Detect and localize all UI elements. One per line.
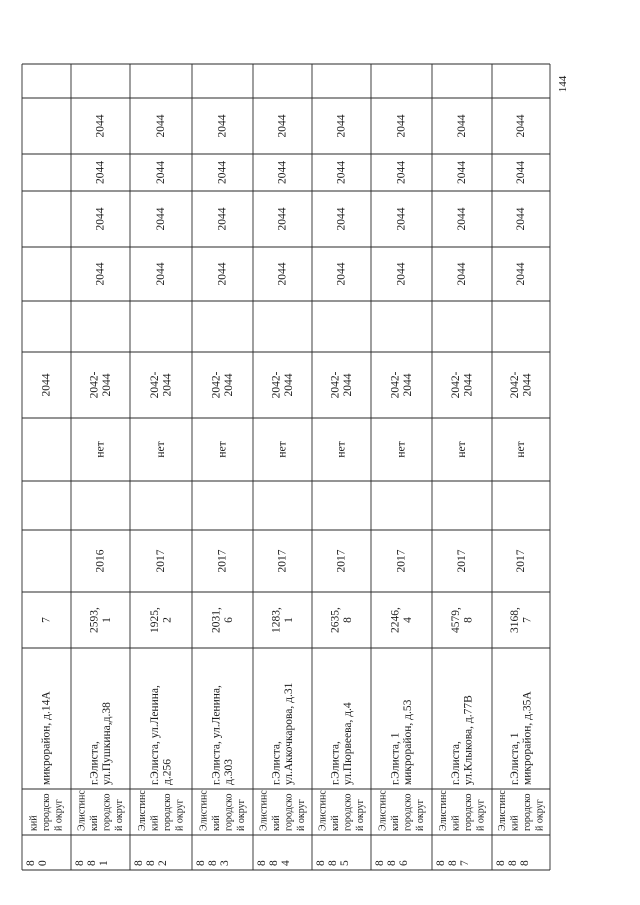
table-cell-address: микрорайон, д.35А [521,691,534,785]
table-cell-num: 6 [398,860,410,866]
table-cell-district: Элистинс [136,790,148,831]
table-cell-num: 7 [459,860,471,866]
table-cell-num: 8 [145,860,157,866]
table-cell-area: 2593, [88,607,101,633]
table-cell-num: 8 [315,860,327,866]
table-cell-district: й округ [354,799,366,831]
table-cell-c12: 2044 [94,114,107,138]
table-cell-district: кий [88,815,100,831]
table-cell-year: 2016 [94,549,107,573]
table-cell-c10: 2044 [456,207,468,231]
table-cell-year: 2017 [276,549,289,573]
table-cell-address: микрорайон, д.14А [40,691,53,785]
table-cell-c7: 2044 [161,373,174,397]
table-cell-num: 8 [435,860,447,866]
table-cell-c7: 2042- [88,371,101,399]
table-cell-district: Элистинс [496,790,508,831]
table-cell-address: д.256 [161,759,174,785]
table-cell-c6: нет [335,441,348,458]
table-cell-district: городско [161,793,173,831]
table-cell-num: 8 [447,860,459,866]
table-cell-address: г.Элиста, 1 [389,732,402,785]
table-cell-c7: 2044 [40,373,53,397]
table-cell-num: 8 [133,860,145,866]
table-cell-district: городско [521,793,533,831]
table-cell-district: Элистинс [377,790,389,831]
table-cell-num: 8 [374,860,386,866]
table-cell-address: г.Элиста, 1 [508,732,521,785]
table-cell-district: городско [342,793,354,831]
table-cell-c10: 2044 [515,207,527,231]
table-cell-c6: нет [155,441,167,458]
table-cell-num: 8 [25,860,37,866]
table-cell-c7: 2042- [329,371,342,399]
table-cell-c6: нет [94,441,107,458]
table-cell-c12: 2044 [515,114,527,138]
table-cell-num: 8 [195,860,207,866]
table-cell-c12: 2044 [456,114,468,138]
table-cell-num: 8 [386,860,398,866]
table-cell-address: ул.Пюрвеева, д.4 [341,702,354,785]
table-cell-num: 8 [207,860,219,866]
table-cell-district: городско [402,793,414,831]
table-cell-c12: 2044 [276,114,289,138]
table-cell-year: 2017 [216,549,229,573]
table-cell-area: 7 [521,617,534,623]
table-cell-area: 2635, [329,607,342,633]
table-cell-c11: 2044 [395,161,408,184]
table-cell-c6: нет [216,441,229,458]
table-cell-c10: 2044 [335,207,348,231]
table-cell-district: й округ [534,799,546,831]
table-cell-c11: 2044 [216,161,229,184]
table-cell-district: Элистинс [317,790,329,831]
table-cell-c7: 2042- [389,371,402,399]
table-cell-area: 2031, [210,607,223,633]
table-cell-district: городско [283,793,295,831]
table-cell-district: й округ [174,799,186,831]
table-cell-num: 8 [268,860,280,866]
table-cell-c11: 2044 [515,161,527,184]
table-cell-c7: 2044 [282,373,295,397]
table-cell-area: 2 [161,617,174,623]
table-cell-address: г.Элиста, [449,741,462,785]
table-cell-num: 8 [495,860,507,866]
table-cell-c9: 2044 [395,262,408,286]
table-cell-num: 3 [219,860,231,866]
table-cell-year: 2017 [155,549,167,573]
table-cell-num: 8 [256,860,268,866]
table-cell-c10: 2044 [276,207,289,231]
table-cell-c12: 2044 [395,114,408,138]
table-cell-c10: 2044 [216,207,229,231]
table-cell-c6: нет [395,441,408,458]
table-cell-address: ул.Пушкина,д.38 [100,702,113,785]
table-cell-district: й округ [475,799,487,831]
table-cell-c11: 2044 [456,161,468,184]
table-cell-c9: 2044 [94,262,107,286]
table-cell-district: городско [41,793,52,831]
table-cell-area: 4 [401,617,414,623]
table-cell-c11: 2044 [335,161,348,184]
table-cell-district: кий [149,815,161,831]
table-cell-c7: 2044 [341,373,354,397]
table-cell-district: Элистинс [258,790,270,831]
table-cell-num: 8 [86,860,98,866]
table-cell-address: д.303 [222,759,235,785]
table-cell-c12: 2044 [335,114,348,138]
table-cell-district: Элистинс [198,790,210,831]
table-cell-num: 8 [327,860,339,866]
table-cell-district: городско [462,793,474,831]
table-cell-c10: 2044 [94,207,107,231]
table-cell-district: кий [389,815,401,831]
table-cell-c7: 2042- [449,371,462,399]
table-cell-address: г.Элиста, ул.Ленина, [148,685,161,785]
table-cell-area: 7 [40,617,53,623]
table-cell-c7: 2044 [401,373,414,397]
table-cell-c10: 2044 [155,207,167,231]
table-cell-district: Элистинс [76,790,88,831]
table-cell-address: микрорайон, д.53 [401,699,414,785]
table-cell-address: ул.Аккочкарова, д.31 [282,682,295,785]
table-cell-c12: 2044 [155,114,167,138]
table-cell-address: г.Элиста, [270,741,283,785]
table-cell-area: 1925, [148,607,161,633]
table-cell-num: 5 [339,860,351,866]
table-cell-district: кий [329,815,341,831]
table-cell-c9: 2044 [335,262,348,286]
table-cell-c7: 2044 [222,373,235,397]
table-cell-num: 1 [98,860,110,866]
table-cell-area: 2246, [389,607,402,633]
table-cell-c9: 2044 [216,262,229,286]
table-cell-c7: 2042- [508,371,521,399]
table-cell-c9: 2044 [456,262,468,286]
table-cell-num: 4 [280,860,292,866]
table-cell-c11: 2044 [155,161,167,184]
table-cell-year: 2017 [395,549,408,573]
table-cell-num: 2 [157,860,169,866]
table-cell-district: кий [450,815,462,831]
table-cell-c6: нет [456,441,468,458]
table-cell-c7: 2042- [270,371,283,399]
table-cell-address: г.Элиста, [88,741,101,785]
table-cell-year: 2017 [515,549,527,573]
table-cell-address: ул.Клыкова, д.77В [462,695,475,785]
table-cell-c9: 2044 [276,262,289,286]
table-cell-num: 8 [507,860,519,866]
table-cell-address: г.Элиста, [329,741,342,785]
table-cell-c9: 2044 [155,262,167,286]
table-cell-district: городско [223,793,235,831]
table-cell-address: г.Элиста, ул.Ленина, [210,685,223,785]
table-cell-num: 0 [37,860,49,866]
table-cell-c7: 2044 [462,373,475,397]
table-cell-area: 3168, [508,607,521,633]
table-cell-district: городско [101,793,113,831]
table-cell-c6: нет [515,441,527,458]
table-cell-district: й округ [414,799,426,831]
table-cell-district: й округ [53,799,65,831]
page-number: 144 [557,75,569,93]
table-cell-district: й округ [295,799,307,831]
table-cell-area: 8 [462,617,475,623]
table-cell-district: кий [270,815,282,831]
table-cell-area: 6 [222,617,235,623]
table-cell-c7: 2042- [148,371,161,399]
table-cell-c11: 2044 [276,161,289,184]
table-cell-c6: нет [276,441,289,458]
table-cell-c7: 2044 [521,373,534,397]
table-cell-area: 1 [282,617,295,623]
table-cell-c10: 2044 [395,207,408,231]
table-cell-district: кий [210,815,222,831]
table-cell-c11: 2044 [94,161,107,184]
table-cell-district: й округ [235,799,247,831]
table-cell-year: 2017 [335,549,348,573]
table-cell-area: 1283, [270,607,283,633]
table-cell-area: 1 [100,617,113,623]
table-cell-district: кий [509,815,521,831]
table-cell-district: Элистинс [437,790,449,831]
table-cell-area: 8 [341,617,354,623]
table-cell-district: кий [28,815,40,831]
table-cell-c7: 2042- [210,371,223,399]
table-cell-year: 2017 [456,549,468,573]
table-cell-c12: 2044 [216,114,229,138]
table-cell-num: 8 [519,860,531,866]
table-cell-c7: 2044 [100,373,113,397]
table-cell-num: 8 [74,860,86,866]
table-cell-area: 4579, [449,607,462,633]
table-cell-district: й округ [113,799,125,831]
table-cell-c9: 2044 [515,262,527,286]
